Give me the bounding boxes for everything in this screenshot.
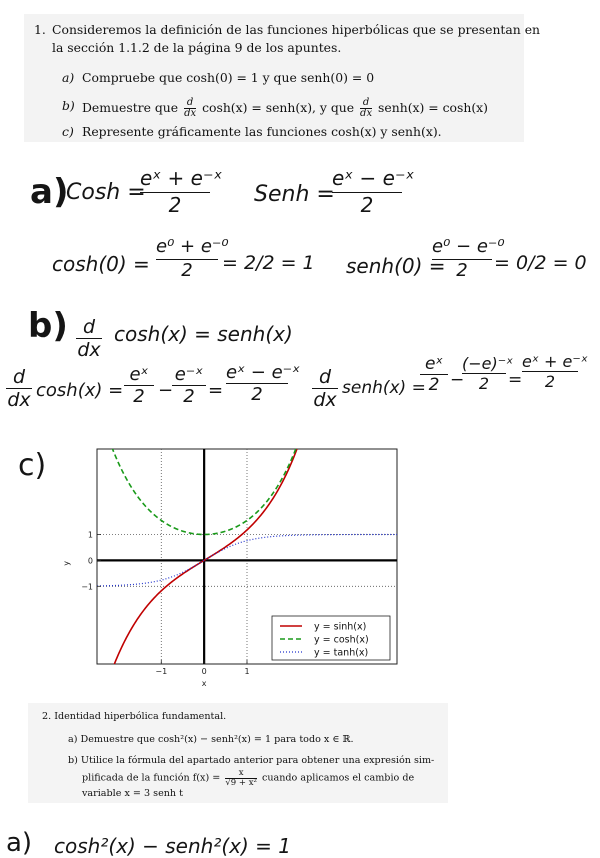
hw-c-label: c) <box>18 448 47 483</box>
part-b-prefix: Demuestre que <box>82 100 179 115</box>
hw-equals-1: = <box>208 380 224 401</box>
hw-deriv-senh-frac2: (−e)⁻ˣ 2 <box>462 354 514 393</box>
x-tick-label: 0 <box>201 667 207 676</box>
x-tick-label: −1 <box>155 667 168 676</box>
hw-cosh0-lhs: cosh(0) = <box>52 252 150 276</box>
hw-b-derivative-operator: d dx <box>77 316 101 361</box>
problem-1-number: 1. <box>34 22 46 37</box>
part-b-end: senh(x) = cosh(x) <box>378 100 489 115</box>
hw-senh0-denominator: 2 <box>432 259 492 281</box>
problem-2-part-b-line-3: variable x = 3 senh t <box>82 788 184 799</box>
problem-2-part-b-line-1: b) Utilice la fórmula del apartado anterior para obtener una expresión sim- <box>68 755 435 766</box>
hw-minus-sign-1: − <box>158 380 174 401</box>
hw-equals-2: = <box>508 370 523 390</box>
hw-deriv-cosh-result: eˣ − e⁻ˣ 2 <box>226 362 301 405</box>
problem-2-part-a: a) Demuestre que cosh²(x) − senh²(x) = 1 para todo x ∈ ℝ. <box>68 734 354 745</box>
hw-cosh0-numerator: e⁰ + e⁻⁰ <box>156 236 229 257</box>
hw-deriv-cosh-operator: d dx <box>7 366 31 411</box>
hw2-a-label: a) <box>6 828 33 858</box>
hw-senh0-lhs: senh(0) = <box>346 254 446 278</box>
hw-senh-numerator: eˣ − e⁻ˣ <box>332 166 415 190</box>
hw-cosh0-result: = 2/2 = 1 <box>222 252 315 274</box>
legend-label-tanh: y = tanh(x) <box>314 647 369 659</box>
hw-cosh0-denominator: 2 <box>156 259 218 281</box>
y-tick-label: 1 <box>87 530 93 540</box>
hw2-identity: cosh²(x) − senh²(x) = 1 <box>54 834 291 858</box>
hw-senh-denominator: 2 <box>332 192 402 217</box>
hw-deriv-cosh-frac2: e⁻ˣ 2 <box>172 364 206 407</box>
hw-deriv-cosh-lhs: cosh(x) = <box>36 380 124 401</box>
derivative-operator-1: $\frac{d}{dx}$ <box>184 97 197 119</box>
legend-label-cosh: y = cosh(x) <box>314 634 369 646</box>
part-c-label: c) <box>62 124 74 139</box>
hw-cosh-definition-lhs: Cosh = <box>66 180 146 205</box>
y-tick-label: −1 <box>81 582 93 592</box>
hw-a-label: a) <box>30 172 69 212</box>
part-b-middle: cosh(x) = senh(x), y que <box>202 100 355 115</box>
hw-deriv-senh-lhs: senh(x) = <box>342 378 426 398</box>
hw-senh0-result: = 0/2 = 0 <box>494 252 587 274</box>
x-tick-label: 1 <box>244 667 250 676</box>
hw-cosh-numerator: eˣ + e⁻ˣ <box>140 166 223 190</box>
hw-senh0-numerator: e⁰ − e⁻⁰ <box>432 236 505 257</box>
part-c-text: Represente gráficamente las funciones cosh(x) y senh(x). <box>82 124 442 139</box>
problem-1-line-2: la sección 1.1.2 de la página 9 de los apuntes. <box>52 40 342 55</box>
hw-b-label: b) <box>28 306 68 346</box>
problem-1-line-1: Consideremos la definición de las funciones hiperbólicas que se presentan en <box>52 22 541 37</box>
part-a-label: a) <box>62 70 75 85</box>
part-a-text: Compruebe que cosh(0) = 1 y que senh(0) = 0 <box>82 70 375 85</box>
hw-deriv-senh-frac1: eˣ 2 <box>420 354 448 395</box>
hw-cosh-denominator: 2 <box>140 192 210 217</box>
hw-deriv-senh-operator: d dx <box>313 366 337 411</box>
problem-2-title: 2. Identidad hiperbólica fundamental. <box>42 711 227 722</box>
y-axis-label: y <box>62 561 71 566</box>
part-b-label: b) <box>62 98 75 113</box>
derivative-operator-2: $\frac{d}{dx}$ <box>360 97 373 119</box>
problem-2-fraction: $\frac{x}{\text{√9 + x²}}$ <box>225 768 257 788</box>
problem-2-statement <box>28 703 448 803</box>
hw-senh-definition-lhs: Senh = <box>254 182 335 207</box>
y-tick-label: 0 <box>87 556 93 566</box>
problem-2-part-b-line-2: plificada de la función f(x) = $\frac{x}{\text{√9 + x²}}$ cuando aplicamos el cambio de <box>82 768 415 788</box>
hw-deriv-senh-result: eˣ + e⁻ˣ 2 <box>522 352 588 391</box>
hw-deriv-cosh-frac1: eˣ 2 <box>124 364 154 407</box>
hw-b-claim: cosh(x) = senh(x) <box>114 322 293 346</box>
hw-minus-sign-2: − <box>450 370 465 390</box>
legend-label-sinh: y = sinh(x) <box>314 621 367 633</box>
x-axis-label: x <box>201 679 207 688</box>
